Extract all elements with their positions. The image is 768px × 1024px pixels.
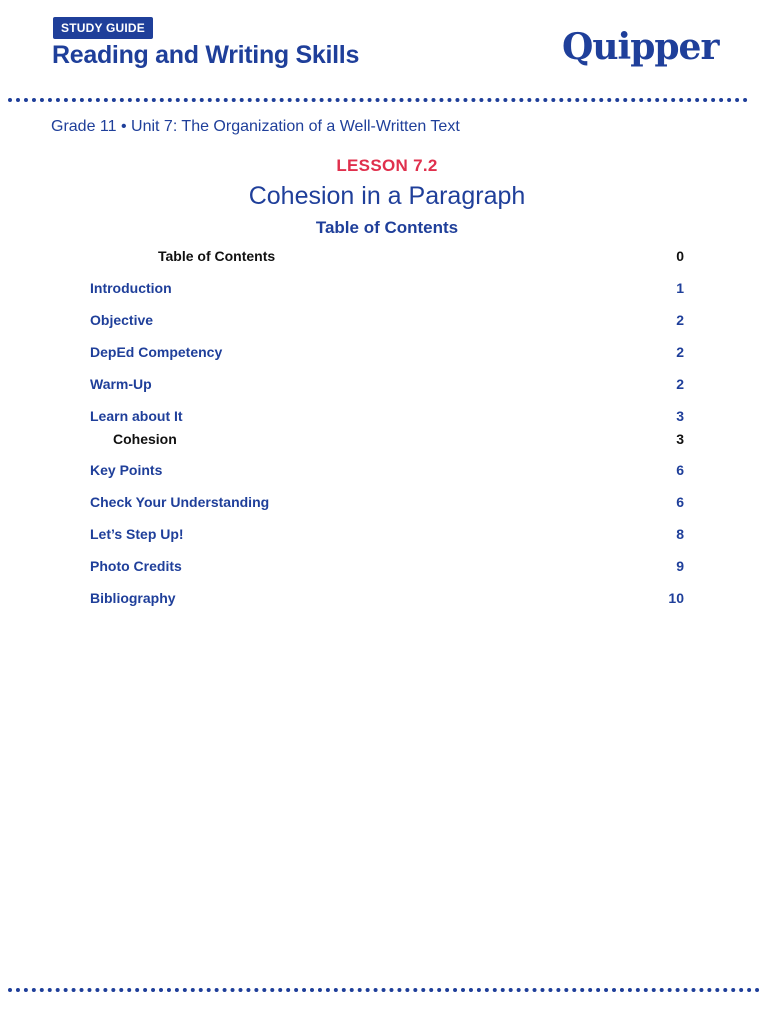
toc-entry-page: 6: [676, 462, 684, 478]
toc-entry-page: 2: [676, 344, 684, 360]
toc-entry-cohesion: [113, 429, 684, 449]
toc-entry-label: Objective: [90, 312, 154, 328]
toc-entry-objective[interactable]: [90, 310, 684, 330]
toc-entry-label: DepEd Competency: [90, 344, 223, 360]
toc-entry-label: Warm-Up: [90, 376, 152, 392]
toc-entry-page: 0: [676, 248, 684, 264]
toc-entry-page: 3: [676, 431, 684, 447]
toc-entry-page: 2: [676, 312, 684, 328]
toc-entry-page: 10: [668, 590, 684, 606]
toc-entry-page: 3: [676, 408, 684, 424]
toc-entry-label: Check Your Understanding: [90, 494, 270, 510]
toc-entry-label: Table of Contents: [158, 248, 276, 264]
toc-entry-check-your-understanding[interactable]: [90, 492, 684, 512]
toc-entry-photo-credits[interactable]: [90, 556, 684, 576]
toc-entry-label: Introduction: [90, 280, 172, 296]
toc-entry-label: Let’s Step Up!: [90, 526, 184, 542]
lesson-title: Cohesion in a Paragraph: [248, 182, 526, 210]
toc-entry-page: 1: [676, 280, 684, 296]
toc-entry-learn-about-it[interactable]: [90, 406, 684, 426]
toc-entry-introduction[interactable]: [90, 278, 684, 298]
breadcrumb: Grade 11 • Unit 7: The Organization of a Well-Written Text: [51, 118, 460, 135]
toc-heading: Table of Contents: [315, 218, 459, 237]
toc-entry-lets-step-up[interactable]: [90, 524, 684, 544]
toc-entry-label: Bibliography: [90, 590, 176, 606]
lesson-label: LESSON 7.2: [336, 156, 438, 175]
top-divider: [8, 98, 748, 102]
toc-entry-label: Learn about It: [90, 408, 183, 424]
quipper-logo: Quipper: [562, 26, 719, 68]
toc-entry-bibliography[interactable]: [90, 588, 684, 608]
toc-entry-key-points[interactable]: [90, 460, 684, 480]
study-guide-badge: STUDY GUIDE: [53, 17, 153, 39]
toc-entry-warm-up[interactable]: [90, 374, 684, 394]
toc-entry-page: 6: [676, 494, 684, 510]
toc-entry-page: 9: [676, 558, 684, 574]
course-title: Reading and Writing Skills: [52, 41, 360, 69]
bottom-divider: [8, 988, 760, 992]
toc-entry-label: Photo Credits: [90, 558, 182, 574]
toc-entry-table-of-contents: [158, 246, 684, 266]
toc-entry-page: 8: [676, 526, 684, 542]
toc-entry-deped-competency[interactable]: [90, 342, 684, 362]
toc-entry-label: Key Points: [90, 462, 163, 478]
toc-entry-label: Cohesion: [113, 431, 177, 447]
toc-entry-page: 2: [676, 376, 684, 392]
